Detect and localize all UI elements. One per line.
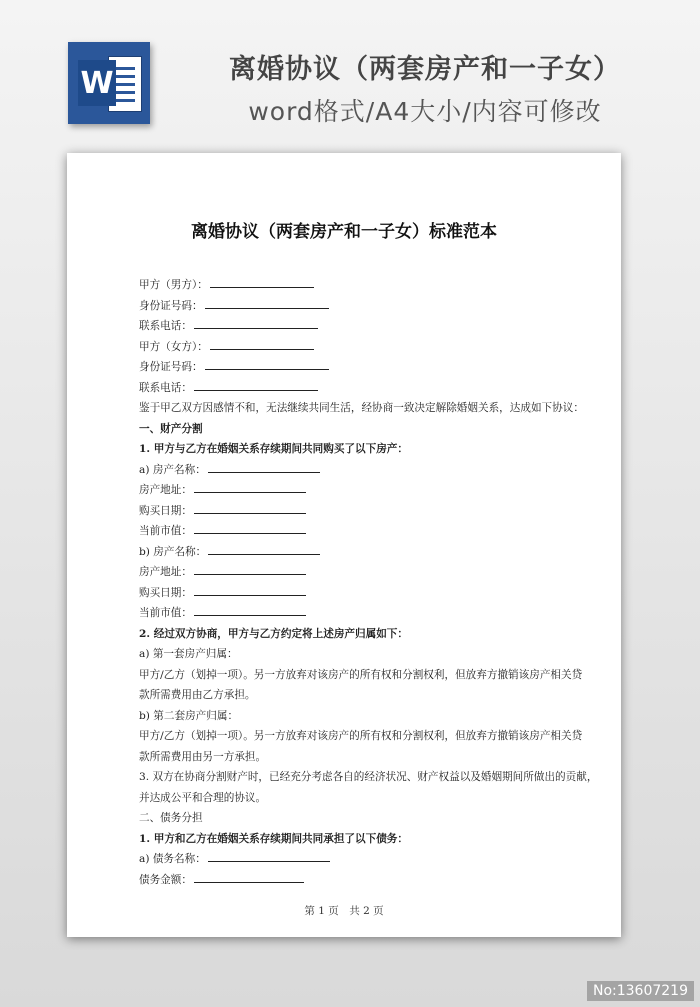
line-text: 鉴于甲乙双方因感情不和，无法继续共同生活，经协商一致决定解除婚姻关系，达成如下协议： (139, 402, 584, 414)
line-text: 债务金额： (139, 873, 192, 886)
document-line (139, 583, 579, 604)
document-line (139, 788, 579, 809)
document-line (139, 480, 579, 501)
fill-in-blank[interactable] (210, 276, 314, 288)
fill-in-blank[interactable] (194, 604, 306, 616)
line-text: 当前市值： (139, 607, 192, 619)
line-text: 款所需费用由另一方承担。 (139, 750, 267, 763)
line-text: a) 债务名称： (139, 853, 206, 865)
document-line (139, 501, 579, 522)
line-text: 联系电话： (139, 381, 192, 394)
document-line (139, 747, 579, 768)
word-app-icon (68, 42, 150, 124)
fill-in-blank[interactable] (194, 502, 306, 514)
document-line (139, 419, 579, 440)
document-line (139, 706, 579, 727)
line-text: 身份证号码： (139, 299, 203, 312)
line-text: 当前市值： (139, 525, 192, 537)
document-line (139, 542, 579, 563)
fill-in-blank[interactable] (208, 850, 330, 862)
document-sheet (67, 153, 621, 937)
document-line (139, 562, 579, 583)
line-text: 一、财产分割 (139, 422, 203, 435)
fill-in-blank[interactable] (194, 871, 304, 883)
line-text: 甲方（男方）： (139, 279, 208, 291)
fill-in-blank[interactable] (205, 297, 329, 309)
document-line (139, 685, 579, 706)
document-line (139, 337, 579, 358)
line-text: 二、债务分担 (139, 812, 203, 824)
line-text: b) 房产名称： (139, 545, 207, 558)
fill-in-blank[interactable] (208, 461, 320, 473)
document-line (139, 357, 579, 378)
line-text: 联系电话： (139, 320, 192, 332)
document-line (139, 624, 579, 645)
line-text: 购买日期： (139, 504, 192, 517)
document-line (139, 316, 579, 337)
document-line (139, 644, 579, 665)
header-title: 离婚协议（两套房产和一子女） (229, 54, 621, 85)
document-line (139, 870, 579, 891)
document-line (139, 603, 579, 624)
line-text: 1. 甲方和乙方在婚姻关系存续期间共同承担了以下债务： (139, 832, 408, 845)
fill-in-blank[interactable] (194, 584, 306, 596)
fill-in-blank[interactable] (194, 481, 306, 493)
document-line (139, 296, 579, 317)
line-text: 房产地址： (139, 484, 192, 496)
document-line (139, 378, 579, 399)
word-letter-icon: W (78, 60, 116, 106)
line-text: 身份证号码： (139, 361, 203, 373)
line-text: 3. 双方在协商分割财产时，已经充分考虑各自的经济状况、财产权益以及婚姻期间所做出的贡献， (139, 771, 598, 783)
fill-in-blank[interactable] (194, 379, 318, 391)
document-line (139, 521, 579, 542)
header-subtitle: word格式/A4大小/内容可修改 (248, 97, 602, 126)
fill-in-blank[interactable] (205, 358, 329, 370)
line-text: 甲方/乙方（划掉一项）。另一方放弃对该房产的所有权和分割权利，但放弃方撤销该房产相关贷 (139, 730, 583, 742)
line-text: a) 第一套房产归属： (139, 648, 238, 660)
document-line (139, 849, 579, 870)
line-text: 款所需费用由乙方承担。 (139, 689, 256, 701)
line-text: 甲方（女方）： (139, 340, 208, 353)
line-text: 房产地址： (139, 566, 192, 578)
line-text: 购买日期： (139, 586, 192, 599)
document-line (139, 665, 583, 686)
document-line (139, 726, 583, 747)
document-line (139, 439, 579, 460)
fill-in-blank[interactable] (194, 317, 318, 329)
line-text: b) 第二套房产归属： (139, 709, 239, 722)
document-line (139, 275, 579, 296)
fill-in-blank[interactable] (194, 563, 306, 575)
document-line (139, 829, 579, 850)
document-body (139, 275, 598, 890)
document-line (139, 460, 579, 481)
line-text: 并达成公平和合理的协议。 (139, 791, 267, 804)
document-line (139, 808, 579, 829)
fill-in-blank[interactable] (194, 522, 306, 534)
line-text: 2. 经过双方协商，甲方与乙方约定将上述房产归属如下： (139, 627, 408, 640)
line-text: 甲方/乙方（划掉一项）。另一方放弃对该房产的所有权和分割权利，但放弃方撤销该房产相关贷 (139, 668, 583, 681)
line-text: 1. 甲方与乙方在婚姻关系存续期间共同购买了以下房产： (139, 443, 408, 455)
fill-in-blank[interactable] (210, 338, 314, 350)
image-id-label: No:13607219 (587, 981, 694, 1001)
page-footer: 第 1 页 共 2 页 (304, 905, 384, 917)
document-line (139, 398, 584, 419)
fill-in-blank[interactable] (208, 543, 320, 555)
document-title: 离婚协议（两套房产和一子女）标准范本 (191, 222, 497, 242)
line-text: a) 房产名称： (139, 463, 206, 476)
document-line (139, 767, 598, 788)
